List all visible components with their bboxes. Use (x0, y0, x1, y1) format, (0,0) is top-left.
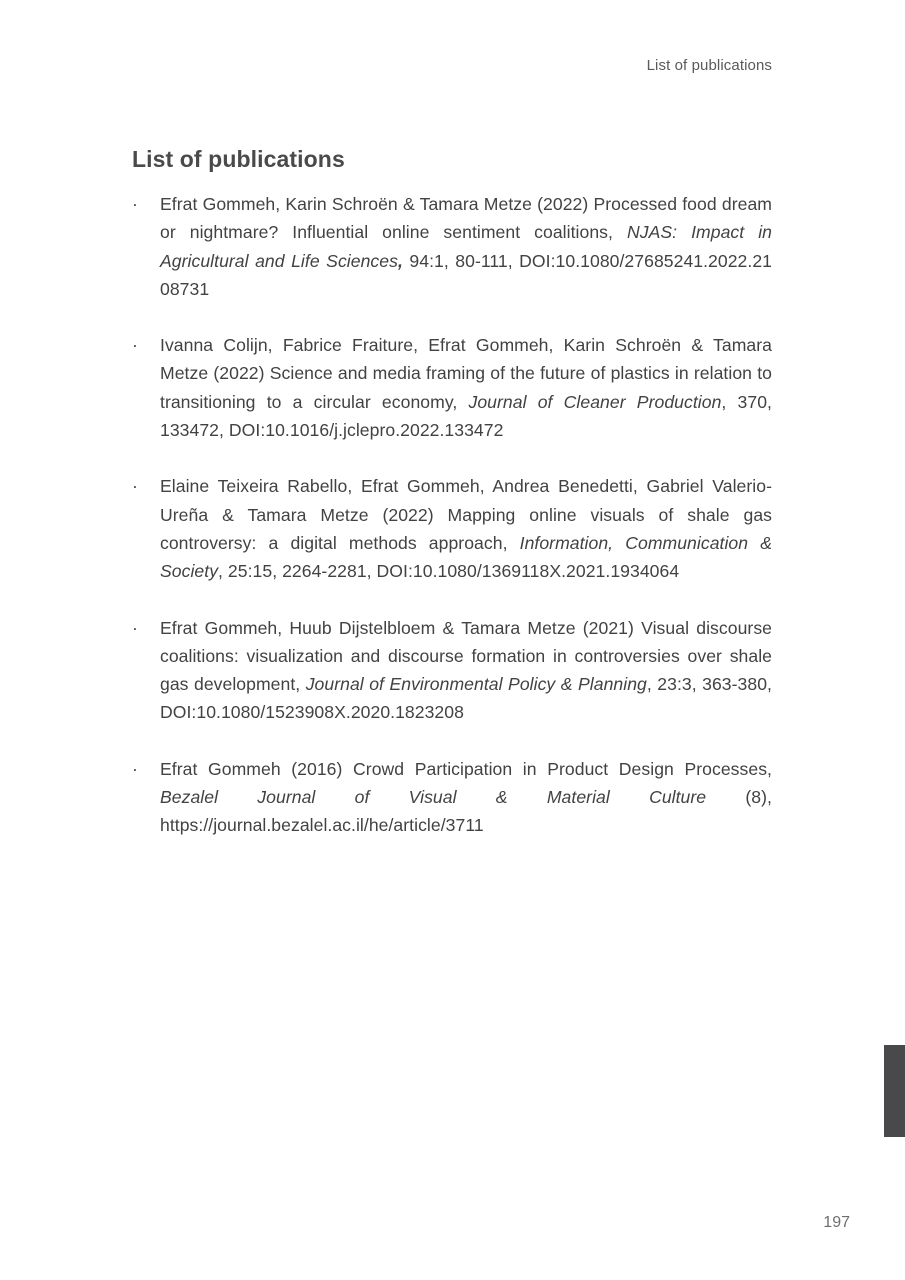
citation-text: Ivanna Colijn, Fabrice Fraiture, Efrat Gommeh, Karin Schroën & Tamara Metze (2022) Science and media framing of the future of plastics in relation to transitioning to a circular economy, (160, 335, 772, 412)
page-title: List of publications (132, 146, 345, 173)
bullet-icon: · (132, 758, 138, 779)
publication-entry-4 (132, 614, 772, 727)
page-number: 197 (823, 1214, 850, 1231)
running-header: List of publications (646, 57, 772, 74)
citation-text: Efrat Gommeh, Karin Schroën & Tamara Metze (2022) Processed food dream or nightmare? Influential online sentiment coalitions, (160, 194, 772, 243)
journal-name: NJAS: Impact in Agricultural and Life Sciences (160, 222, 772, 271)
citation-text: Efrat Gommeh (2016) Crowd Participation in Product Design Processes, (160, 758, 772, 779)
journal-name: Bezalel Journal of Visual & Material Culture (160, 787, 707, 808)
publication-entry-5 (132, 755, 772, 840)
chapter-thumb-tab (884, 1045, 905, 1137)
citation-text: Elaine Teixeira Rabello, Efrat Gommeh, Andrea Benedetti, Gabriel Valerio-Ureña & Tamara Metze (2022) Mapping online visuals of shale gas controversy: a digital methods approach, (160, 476, 772, 553)
citation-details: , 370, 133472, DOI:10.1016/j.jclepro.2022.133472 (160, 391, 772, 441)
journal-name: Journal of Cleaner Production (468, 391, 722, 412)
bullet-icon: · (132, 617, 138, 638)
publication-entry-1 (132, 190, 772, 303)
citation-text: Efrat Gommeh, Huub Dijstelbloem & Tamara Metze (2021) Visual discourse coalitions: visualization and discourse formation in controversies over shale gas development, (160, 617, 772, 695)
bullet-icon: · (132, 335, 138, 356)
citation-details: 94:1, 80-111, DOI:10.1080/27685241.2022.21​08731 (160, 250, 772, 299)
citation-details: , 23:3, 363-380, DOI:10.1080/1523908X.2020.1823208 (160, 674, 772, 723)
journal-name: Information, Communication & Society (160, 532, 772, 582)
publication-entry-3 (132, 472, 772, 585)
citation-details: (8), https://journal.bezalel.ac.il/he/article/3711 (160, 787, 772, 836)
citation-details: , 25:15, 2264-2281, DOI:10.1080/1369118X.2021.1934064 (218, 561, 680, 582)
publication-list (132, 190, 772, 868)
bullet-icon: · (132, 476, 138, 497)
citation-separator: , (397, 250, 403, 271)
bullet-icon: · (132, 194, 138, 214)
journal-name: Journal of Environmental Policy & Planning (305, 674, 647, 695)
publication-entry-2 (132, 331, 772, 444)
